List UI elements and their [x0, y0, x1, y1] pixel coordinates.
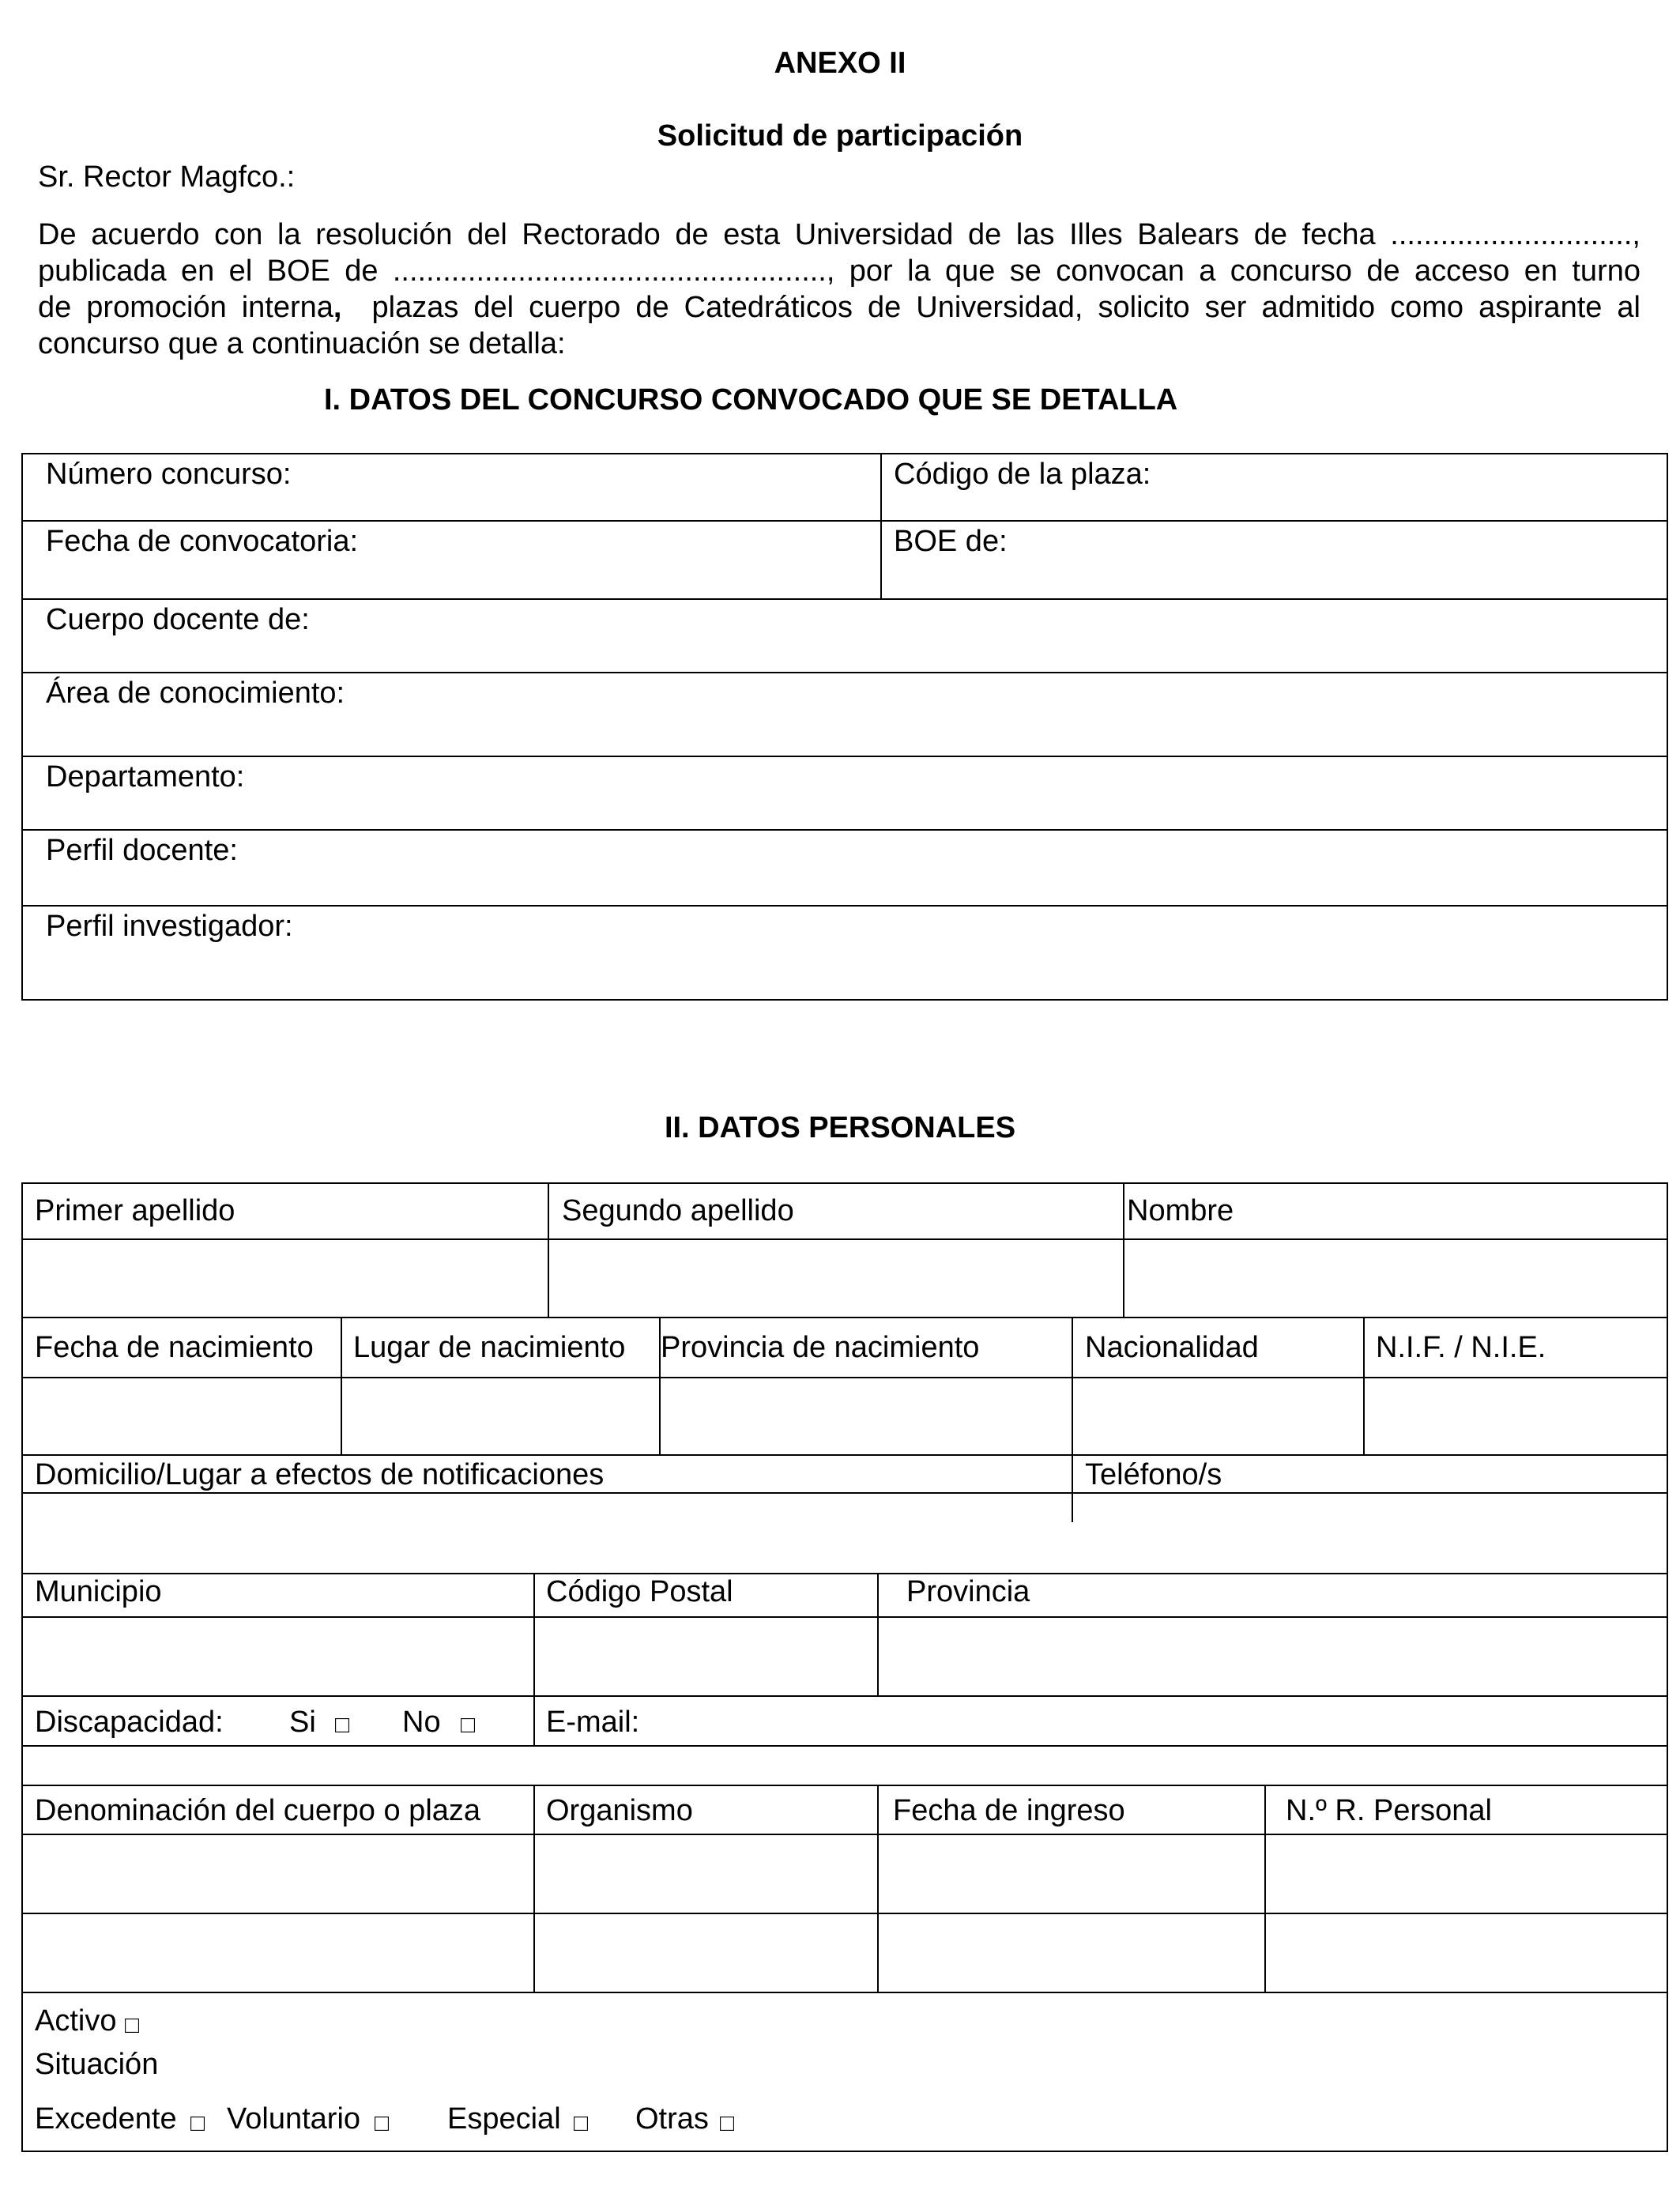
- nro-personal-input-2[interactable]: [1266, 1914, 1667, 1990]
- intro-line-2: publicada en el BOE de ...................................................., por la que se convocan a concurso de acceso en turno: [38, 254, 1640, 288]
- nro-personal-input-1[interactable]: [1266, 1835, 1667, 1911]
- intro-line-4: concurso que a continuación se detalla:: [38, 327, 566, 360]
- provincia-label: Provincia: [906, 1575, 1030, 1608]
- telefono-input[interactable]: [1073, 1494, 1667, 1571]
- departamento-field[interactable]: Departamento:: [46, 760, 245, 794]
- organismo-label: Organismo: [546, 1794, 693, 1827]
- perfil-docente-field[interactable]: Perfil docente:: [46, 834, 238, 867]
- fecha-convocatoria-field[interactable]: Fecha de convocatoria:: [46, 525, 359, 558]
- organismo-input-1[interactable]: [535, 1835, 876, 1911]
- especial-label: Especial: [447, 2102, 561, 2136]
- codigo-postal-input[interactable]: [535, 1618, 876, 1694]
- intro-line-3-comma: ,: [333, 291, 342, 324]
- municipio-input[interactable]: [23, 1618, 532, 1694]
- nro-personal-label: N.º R. Personal: [1286, 1794, 1492, 1827]
- organismo-input-2[interactable]: [535, 1914, 876, 1990]
- fecha-ingreso-input-1[interactable]: [879, 1835, 1263, 1911]
- activo-checkbox[interactable]: □: [125, 2012, 140, 2038]
- provincia-nacimiento-label: Provincia de nacimiento: [661, 1331, 980, 1364]
- intro-paragraph: [38, 217, 1640, 362]
- fecha-nacimiento-label: Fecha de nacimiento: [35, 1331, 314, 1364]
- intro-line-3-c: plazas del cuerpo de Catedráticos de Universidad, solicito ser admitido como aspirante al: [341, 291, 1640, 324]
- nacionalidad-input[interactable]: [1073, 1378, 1362, 1453]
- codigo-plaza-field[interactable]: Código de la plaza:: [894, 458, 1151, 491]
- fecha-nacimiento-input[interactable]: [23, 1378, 339, 1453]
- excedente-checkbox[interactable]: □: [190, 2110, 205, 2136]
- situacion-label: Situación: [35, 2048, 159, 2081]
- primer-apellido-label: Primer apellido: [35, 1194, 235, 1227]
- activo-label: Activo: [35, 2004, 117, 2038]
- especial-checkbox[interactable]: □: [574, 2110, 589, 2136]
- discapacidad-si-label: Si: [289, 1706, 316, 1739]
- boe-field[interactable]: BOE de:: [894, 525, 1008, 558]
- nif-nie-input[interactable]: [1365, 1378, 1667, 1453]
- domicilio-input[interactable]: [23, 1494, 1070, 1571]
- provincia-input[interactable]: [879, 1618, 1667, 1694]
- voluntario-label: Voluntario: [227, 2102, 361, 2136]
- lugar-nacimiento-input[interactable]: [342, 1378, 657, 1453]
- section2-title: II. DATOS PERSONALES: [664, 1111, 1016, 1144]
- discapacidad-label: Discapacidad:: [35, 1706, 224, 1739]
- nombre-input[interactable]: [1124, 1240, 1667, 1315]
- form-title: Solicitud de participación: [657, 119, 1023, 153]
- nif-nie-label: N.I.F. / N.I.E.: [1376, 1331, 1546, 1364]
- lugar-nacimiento-label: Lugar de nacimiento: [353, 1331, 626, 1364]
- nombre-label: Nombre: [1127, 1194, 1234, 1227]
- telefono-label: Teléfono/s: [1085, 1458, 1222, 1491]
- discapacidad-no-checkbox[interactable]: □: [461, 1712, 476, 1738]
- cuerpo-docente-field[interactable]: Cuerpo docente de:: [46, 603, 310, 636]
- otras-checkbox[interactable]: □: [720, 2110, 735, 2136]
- intro-line-3: [38, 289, 1640, 326]
- municipio-label: Municipio: [35, 1575, 162, 1608]
- segundo-apellido-input[interactable]: [549, 1240, 1121, 1315]
- perfil-investigador-field[interactable]: Perfil investigador:: [46, 910, 293, 943]
- area-conocimiento-field[interactable]: Área de conocimiento:: [46, 677, 345, 710]
- codigo-postal-label: Código Postal: [546, 1575, 733, 1608]
- denominacion-input-1[interactable]: [23, 1835, 532, 1911]
- intro-line-1: De acuerdo con la resolución del Rectorado de esta Universidad de las Illes Balears de fecha .............................,: [38, 218, 1640, 251]
- provincia-nacimiento-input[interactable]: [661, 1378, 1070, 1453]
- numero-concurso-field[interactable]: Número concurso:: [46, 458, 292, 491]
- voluntario-checkbox[interactable]: □: [375, 2110, 390, 2136]
- denominacion-input-2[interactable]: [23, 1914, 532, 1990]
- otras-label: Otras: [635, 2102, 709, 2136]
- fecha-ingreso-label: Fecha de ingreso: [893, 1794, 1125, 1827]
- denominacion-label: Denominación del cuerpo o plaza: [35, 1794, 481, 1827]
- segundo-apellido-label: Segundo apellido: [562, 1194, 794, 1227]
- salutation: Sr. Rector Magfco.:: [38, 160, 296, 194]
- domicilio-label: Domicilio/Lugar a efectos de notificaciones: [35, 1458, 605, 1491]
- annex-title: ANEXO II: [774, 47, 906, 80]
- fecha-ingreso-input-2[interactable]: [879, 1914, 1263, 1990]
- email-input[interactable]: [23, 1747, 1667, 1783]
- nacionalidad-label: Nacionalidad: [1085, 1331, 1259, 1364]
- excedente-label: Excedente: [35, 2102, 177, 2136]
- discapacidad-no-label: No: [402, 1706, 441, 1739]
- intro-line-3-a: de promoción interna: [38, 291, 333, 324]
- section1-title: I. DATOS DEL CONCURSO CONVOCADO QUE SE DETALLA: [324, 383, 1178, 417]
- discapacidad-si-checkbox[interactable]: □: [335, 1712, 350, 1738]
- primer-apellido-input[interactable]: [23, 1240, 546, 1315]
- email-label: E-mail:: [546, 1706, 640, 1739]
